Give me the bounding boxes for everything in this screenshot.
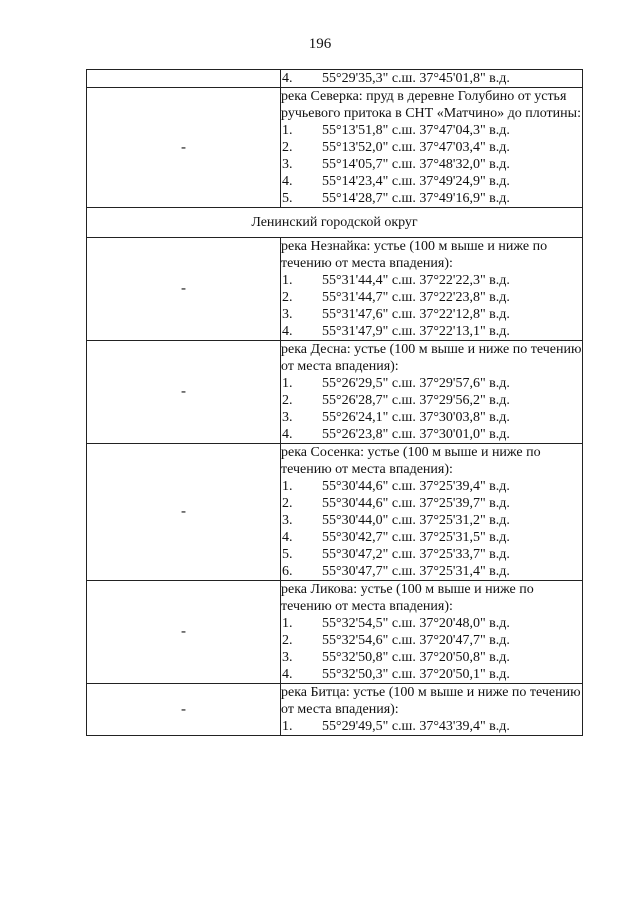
table-row bbox=[87, 341, 583, 444]
coordinate-line bbox=[281, 156, 582, 173]
location-cell bbox=[281, 341, 583, 444]
left-cell bbox=[87, 70, 281, 88]
coordinate-line bbox=[281, 666, 582, 683]
coordinate-value: 55°30'44,0" с.ш. 37°25'31,2" в.д. bbox=[322, 513, 510, 528]
coordinate-line bbox=[281, 173, 582, 190]
coordinate-value: 55°30'44,6" с.ш. 37°25'39,7" в.д. bbox=[322, 496, 510, 511]
location-cell bbox=[281, 684, 583, 736]
coordinate-line bbox=[281, 375, 582, 392]
coordinate-number: 2. bbox=[282, 633, 293, 648]
section-title: Ленинский городской округ bbox=[87, 208, 583, 238]
coordinate-line bbox=[281, 139, 582, 156]
coordinate-value: 55°32'50,3" с.ш. 37°20'50,1" в.д. bbox=[322, 667, 510, 682]
location-cell bbox=[281, 88, 583, 208]
coordinate-number: 4. bbox=[282, 667, 293, 682]
left-cell bbox=[87, 581, 281, 684]
left-cell bbox=[87, 444, 281, 581]
coordinate-value: 55°32'50,8" с.ш. 37°20'50,8" в.д. bbox=[322, 650, 510, 665]
dash-mark: - bbox=[181, 503, 186, 520]
dash-mark: - bbox=[181, 280, 186, 297]
dash-mark: - bbox=[181, 701, 186, 717]
coordinate-value: 55°26'28,7" с.ш. 37°29'56,2" в.д. bbox=[322, 393, 510, 408]
location-description: река Ликова: устье (100 м выше и ниже по течению от места впадения): bbox=[281, 582, 534, 614]
coordinate-line bbox=[281, 272, 582, 289]
left-cell bbox=[87, 238, 281, 341]
coordinate-value: 55°26'29,5" с.ш. 37°29'57,6" в.д. bbox=[322, 376, 510, 391]
coordinate-number: 2. bbox=[282, 140, 293, 155]
coordinate-value: 55°14'23,4" с.ш. 37°49'24,9" в.д. bbox=[322, 174, 510, 189]
coordinate-line bbox=[281, 122, 582, 139]
coordinate-line bbox=[281, 546, 582, 563]
table-row bbox=[87, 88, 583, 208]
coordinate-number: 2. bbox=[282, 393, 293, 408]
coordinate-line bbox=[281, 632, 582, 649]
coordinate-value: 55°29'49,5" с.ш. 37°43'39,4" в.д. bbox=[322, 719, 510, 734]
coordinate-value: 55°14'05,7" с.ш. 37°48'32,0" в.д. bbox=[322, 157, 510, 172]
section-header-row bbox=[87, 208, 583, 238]
coordinate-line bbox=[281, 70, 582, 87]
coordinate-number: 3. bbox=[282, 650, 293, 665]
coordinate-line bbox=[281, 529, 582, 546]
location-description: река Незнайка: устье (100 м выше и ниже по течению от места впадения): bbox=[281, 239, 548, 271]
coordinate-value: 55°29'35,3" с.ш. 37°45'01,8" в.д. bbox=[322, 71, 510, 86]
coordinate-line bbox=[281, 563, 582, 580]
location-cell bbox=[281, 581, 583, 684]
dash-mark: - bbox=[181, 139, 186, 155]
coordinate-value: 55°31'47,9" с.ш. 37°22'13,1" в.д. bbox=[322, 324, 510, 339]
coordinate-value: 55°13'52,0" с.ш. 37°47'03,4" в.д. bbox=[322, 140, 510, 155]
coordinate-value: 55°30'44,6" с.ш. 37°25'39,4" в.д. bbox=[322, 479, 510, 494]
coordinate-number: 3. bbox=[282, 410, 293, 425]
left-cell bbox=[87, 684, 281, 736]
coordinate-value: 55°30'42,7" с.ш. 37°25'31,5" в.д. bbox=[322, 530, 510, 545]
coordinate-number: 5. bbox=[282, 547, 293, 562]
coordinate-number: 3. bbox=[282, 513, 293, 528]
coordinate-number: 3. bbox=[282, 157, 293, 172]
coordinate-number: 2. bbox=[282, 496, 293, 511]
location-cell bbox=[281, 444, 583, 581]
coordinate-number: 3. bbox=[282, 307, 293, 322]
table-row bbox=[87, 581, 583, 684]
left-cell bbox=[87, 88, 281, 208]
water-objects-table bbox=[86, 69, 583, 736]
table-row bbox=[87, 444, 583, 581]
coordinate-number: 4. bbox=[282, 427, 293, 442]
coordinate-line bbox=[281, 615, 582, 632]
coordinate-number: 1. bbox=[282, 123, 293, 138]
coordinate-value: 55°14'28,7" с.ш. 37°49'16,9" в.д. bbox=[322, 191, 510, 206]
coordinate-line bbox=[281, 289, 582, 306]
coordinate-value: 55°32'54,5" с.ш. 37°20'48,0" в.д. bbox=[322, 616, 510, 631]
coordinate-number: 1. bbox=[282, 479, 293, 494]
coordinate-line bbox=[281, 512, 582, 529]
location-cell bbox=[281, 70, 583, 88]
dash-mark: - bbox=[181, 383, 186, 400]
coordinate-number: 1. bbox=[282, 616, 293, 631]
coordinate-value: 55°26'23,8" с.ш. 37°30'01,0" в.д. bbox=[322, 427, 510, 442]
table-row bbox=[87, 684, 583, 736]
page-number: 196 bbox=[308, 36, 332, 52]
dash-mark: - bbox=[181, 623, 186, 640]
coordinate-value: 55°13'51,8" с.ш. 37°47'04,3" в.д. bbox=[322, 123, 510, 138]
coordinate-number: 4. bbox=[282, 71, 293, 86]
location-description: река Сосенка: устье (100 м выше и ниже по течению от места впадения): bbox=[281, 445, 541, 477]
location-description: река Северка: пруд в деревне Голубино от устья ручьевого притока в СНТ «Матчино» до плотины: bbox=[281, 89, 581, 121]
coordinate-number: 4. bbox=[282, 174, 293, 189]
coordinate-line bbox=[281, 323, 582, 340]
coordinate-line bbox=[281, 426, 582, 443]
left-cell bbox=[87, 341, 281, 444]
coordinate-line bbox=[281, 392, 582, 409]
table-body bbox=[87, 70, 583, 736]
coordinate-line bbox=[281, 190, 582, 207]
coordinate-value: 55°30'47,2" с.ш. 37°25'33,7" в.д. bbox=[322, 547, 510, 562]
coordinate-value: 55°31'47,6" с.ш. 37°22'12,8" в.д. bbox=[322, 307, 510, 322]
coordinate-value: 55°26'24,1" с.ш. 37°30'03,8" в.д. bbox=[322, 410, 510, 425]
coordinate-line bbox=[281, 478, 582, 495]
coordinate-number: 4. bbox=[282, 530, 293, 545]
coordinate-line bbox=[281, 409, 582, 426]
coordinate-line bbox=[281, 306, 582, 323]
coordinate-number: 1. bbox=[282, 273, 293, 288]
location-cell bbox=[281, 238, 583, 341]
coordinate-line bbox=[281, 718, 582, 735]
location-description: река Десна: устье (100 м выше и ниже по течению от места впадения): bbox=[281, 342, 582, 374]
coordinate-value: 55°32'54,6" с.ш. 37°20'47,7" в.д. bbox=[322, 633, 510, 648]
coordinate-line bbox=[281, 495, 582, 512]
table-row bbox=[87, 238, 583, 341]
coordinate-line bbox=[281, 649, 582, 666]
coordinate-value: 55°31'44,4" с.ш. 37°22'22,3" в.д. bbox=[322, 273, 510, 288]
coordinate-number: 2. bbox=[282, 290, 293, 305]
coordinate-number: 5. bbox=[282, 191, 293, 206]
coordinate-number: 6. bbox=[282, 564, 293, 579]
coordinate-number: 1. bbox=[282, 719, 293, 734]
table-row bbox=[87, 70, 583, 88]
coordinate-value: 55°31'44,7" с.ш. 37°22'23,8" в.д. bbox=[322, 290, 510, 305]
coordinate-number: 1. bbox=[282, 376, 293, 391]
coordinate-value: 55°30'47,7" с.ш. 37°25'31,4" в.д. bbox=[322, 564, 510, 579]
location-description: река Битца: устье (100 м выше и ниже по течению от места впадения): bbox=[281, 685, 581, 717]
coordinate-number: 4. bbox=[282, 324, 293, 339]
